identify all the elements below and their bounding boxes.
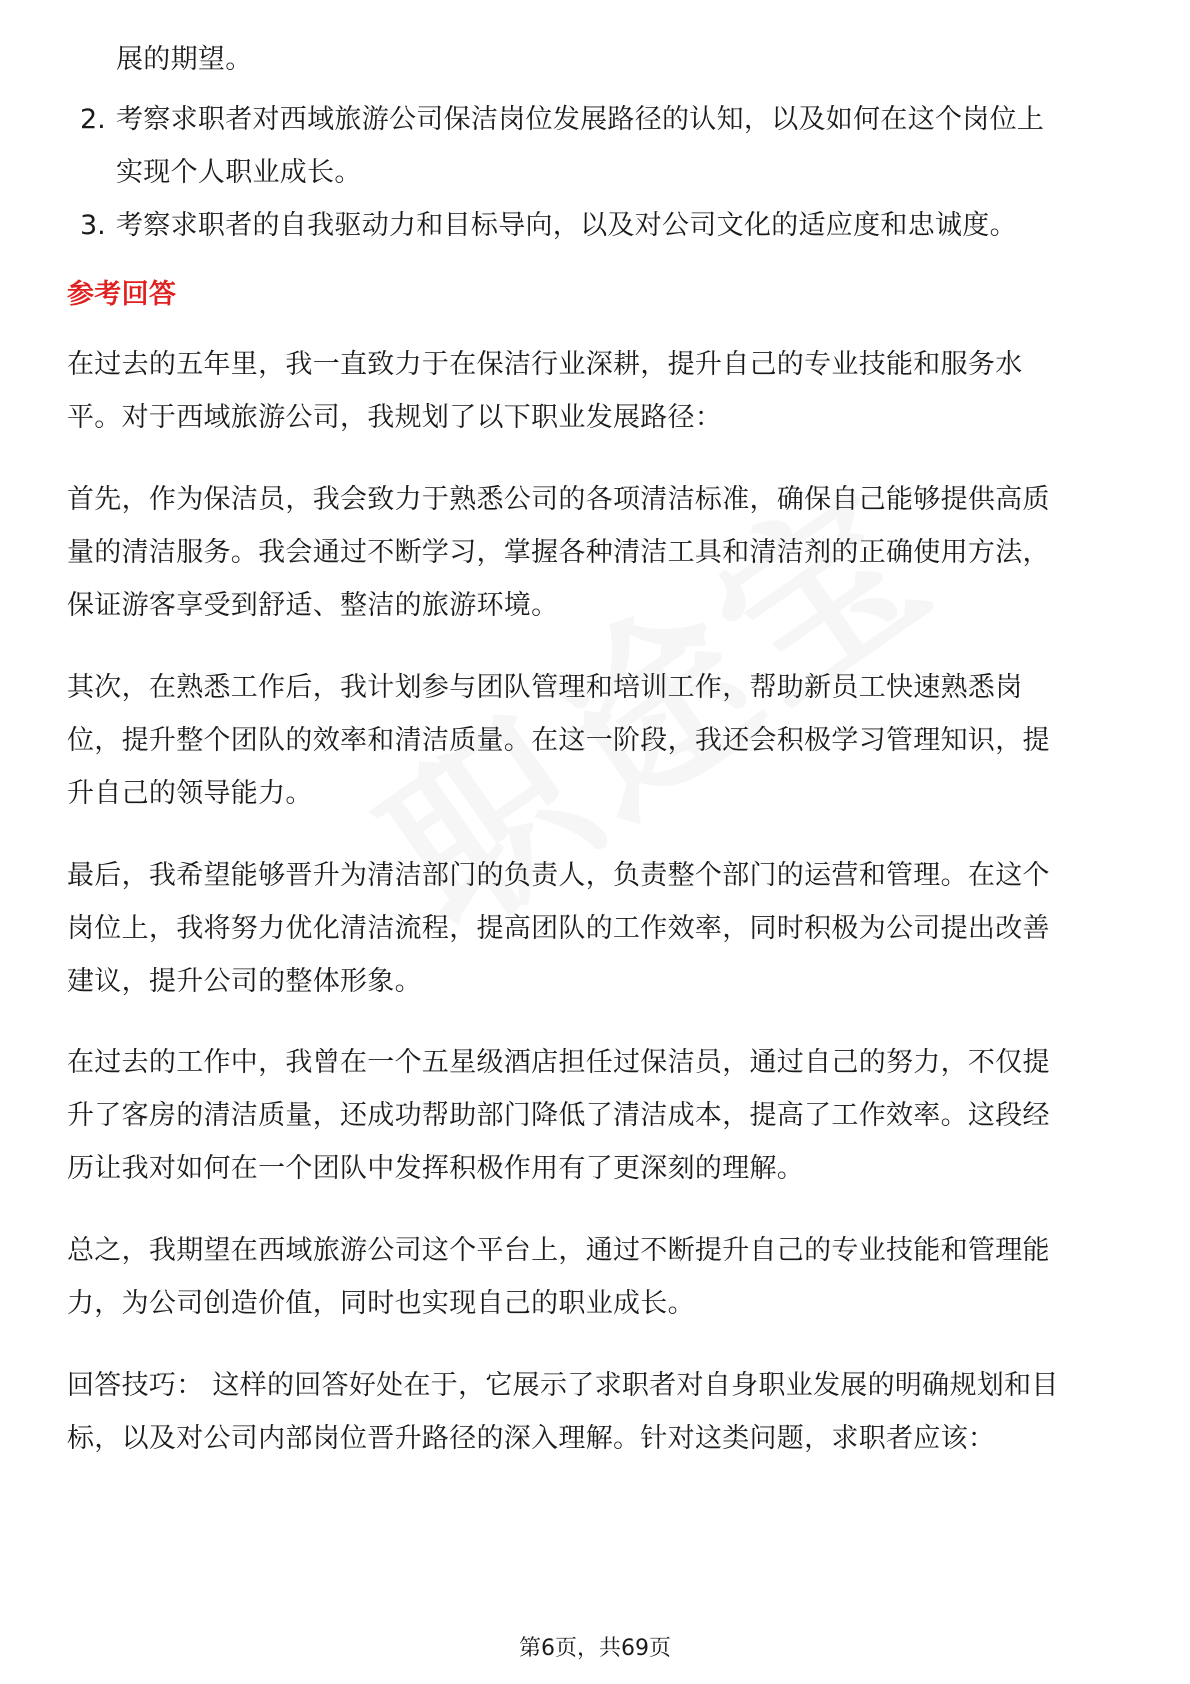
paragraph-line: 升自己的领导能力。	[67, 778, 313, 809]
section-heading: 参考回答	[67, 279, 177, 310]
paragraph-line: 平。对于西域旅游公司，我规划了以下职业发展路径：	[67, 402, 723, 433]
list-number: 2.	[80, 104, 106, 135]
paragraph-line: 岗位上，我将努力优化清洁流程，提高团队的工作效率，同时积极为公司提出改善	[67, 913, 1050, 944]
paragraph-line: 升了客房的清洁质量，还成功帮助部门降低了清洁成本，提高了工作效率。这段经	[67, 1100, 1050, 1131]
paragraph-line: 标，以及对公司内部岗位晋升路径的深入理解。针对这类问题，求职者应该：	[67, 1423, 996, 1454]
list-item-line: 考察求职者的自我驱动力和目标导向，以及对公司文化的适应度和忠诚度。	[116, 210, 1017, 241]
paragraph-line: 位，提升整个团队的效率和清洁质量。在这一阶段，我还会积极学习管理知识，提	[67, 725, 1050, 756]
paragraph-line: 首先，作为保洁员，我会致力于熟悉公司的各项清洁标准，确保自己能够提供高质	[67, 484, 1050, 515]
paragraph-line: 最后，我希望能够晋升为清洁部门的负责人，负责整个部门的运营和管理。在这个	[67, 860, 1050, 891]
paragraph-line: 回答技巧： 这样的回答好处在于，它展示了求职者对自身职业发展的明确规划和目	[67, 1370, 1059, 1401]
paragraph-line: 保证游客享受到舒适、整洁的旅游环境。	[67, 590, 559, 621]
list-item-1-tail: 展的期望。	[116, 44, 253, 75]
paragraph-line: 在过去的五年里，我一直致力于在保洁行业深耕，提升自己的专业技能和服务水	[67, 349, 1023, 380]
page-number: 第6页，共69页	[519, 1636, 671, 1661]
list-number: 3.	[80, 210, 106, 241]
list-item-line: 考察求职者对西域旅游公司保洁岗位发展路径的认知，以及如何在这个岗位上	[116, 104, 1045, 135]
paragraph-line: 总之，我期望在西域旅游公司这个平台上，通过不断提升自己的专业技能和管理能	[67, 1235, 1050, 1266]
paragraph-line: 其次，在熟悉工作后，我计划参与团队管理和培训工作，帮助新员工快速熟悉岗	[67, 672, 1023, 703]
paragraph-line: 力，为公司创造价值，同时也实现自己的职业成长。	[67, 1288, 695, 1319]
list-item-line: 实现个人职业成长。	[116, 157, 362, 188]
paragraph-line: 建议，提升公司的整体形象。	[67, 966, 422, 997]
paragraph-line: 量的清洁服务。我会通过不断学习，掌握各种清洁工具和清洁剂的正确使用方法，	[67, 537, 1050, 568]
paragraph-line: 在过去的工作中，我曾在一个五星级酒店担任过保洁员，通过自己的努力，不仅提	[67, 1047, 1050, 1078]
paragraph-line: 历让我对如何在一个团队中发挥积极作用有了更深刻的理解。	[67, 1153, 805, 1184]
